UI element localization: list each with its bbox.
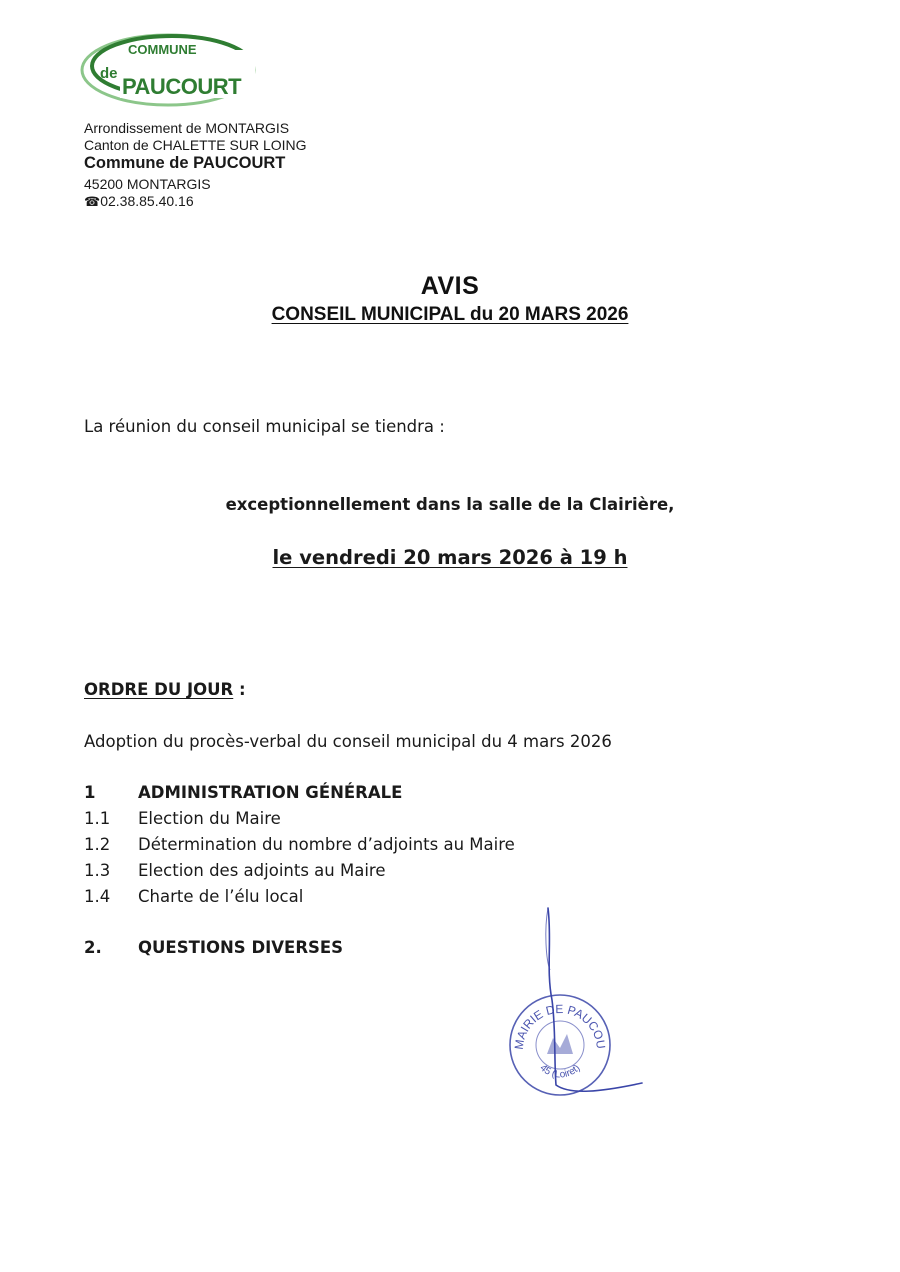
- agenda-item-label: Election du Maire: [138, 809, 281, 828]
- agenda-item-number: 1.2: [84, 835, 111, 854]
- agenda-item: [84, 783, 402, 802]
- logo-graphic: [80, 30, 260, 110]
- agenda-item-number: 2.: [84, 938, 102, 957]
- agenda-item-label: ADMINISTRATION GÉNÉRALE: [138, 783, 403, 802]
- agenda-heading: ORDRE DU JOUR: [84, 680, 234, 699]
- date-text: le vendredi 20 mars 2026 à 19 h: [272, 546, 628, 569]
- agenda-item-label: Charte de l’élu local: [138, 887, 304, 906]
- letterhead-canton: Canton de CHALETTE SUR LOING: [84, 137, 307, 153]
- agenda-item: [84, 809, 281, 828]
- logo-de-text: de: [100, 65, 118, 82]
- notice-subtitle: CONSEIL MUNICIPAL du 20 MARS 2026: [271, 304, 629, 325]
- agenda-item-label: Détermination du nombre d’adjoints au Maire: [138, 835, 515, 854]
- intro-text: La réunion du conseil municipal se tiendra :: [84, 417, 445, 436]
- logo-name-text: PAUCOURT: [122, 74, 242, 99]
- agenda-item-label: QUESTIONS DIVERSES: [138, 938, 344, 957]
- agenda-item: [84, 887, 303, 906]
- commune-logo: [80, 30, 260, 110]
- logo-top-text: COMMUNE: [128, 42, 197, 57]
- letterhead-commune: Commune de PAUCOURT: [84, 154, 286, 172]
- agenda-heading-wrap: [84, 680, 246, 699]
- agenda-item: [84, 938, 343, 957]
- letterhead-postal: 45200 MONTARGIS: [84, 176, 211, 192]
- agenda-heading-suffix: :: [233, 680, 246, 699]
- agenda-item: [84, 861, 385, 880]
- agenda-item-label: Election des adjoints au Maire: [138, 861, 386, 880]
- adoption-text: Adoption du procès-verbal du conseil municipal du 4 mars 2026: [84, 732, 612, 751]
- signature-graphic: [530, 900, 660, 1110]
- signature-stroke: [548, 908, 642, 1091]
- agenda-item-number: 1: [84, 783, 96, 802]
- letterhead-arrondissement: Arrondissement de MONTARGIS: [84, 120, 290, 136]
- notice-title: AVIS: [420, 272, 480, 300]
- signature: [530, 900, 660, 1110]
- date-wrap: [0, 546, 900, 569]
- stamp-bottom-text-path: 45 (Loiret): [537, 1062, 583, 1081]
- agenda-item-number: 1.4: [84, 887, 111, 906]
- agenda-item-number: 1.1: [84, 809, 111, 828]
- agenda-item-number: 1.3: [84, 861, 111, 880]
- notice-subtitle-wrap: [0, 304, 900, 326]
- stamp-text-path: MAIRIE DE PAUCOU: [511, 1001, 609, 1051]
- phone-icon: ☎: [84, 194, 101, 209]
- letterhead-phone-line: [84, 192, 194, 211]
- location-text: exceptionnellement dans la salle de la Clairière,: [225, 495, 675, 514]
- letterhead-phone: 02.38.85.40.16: [100, 193, 194, 209]
- agenda-item: [84, 835, 515, 854]
